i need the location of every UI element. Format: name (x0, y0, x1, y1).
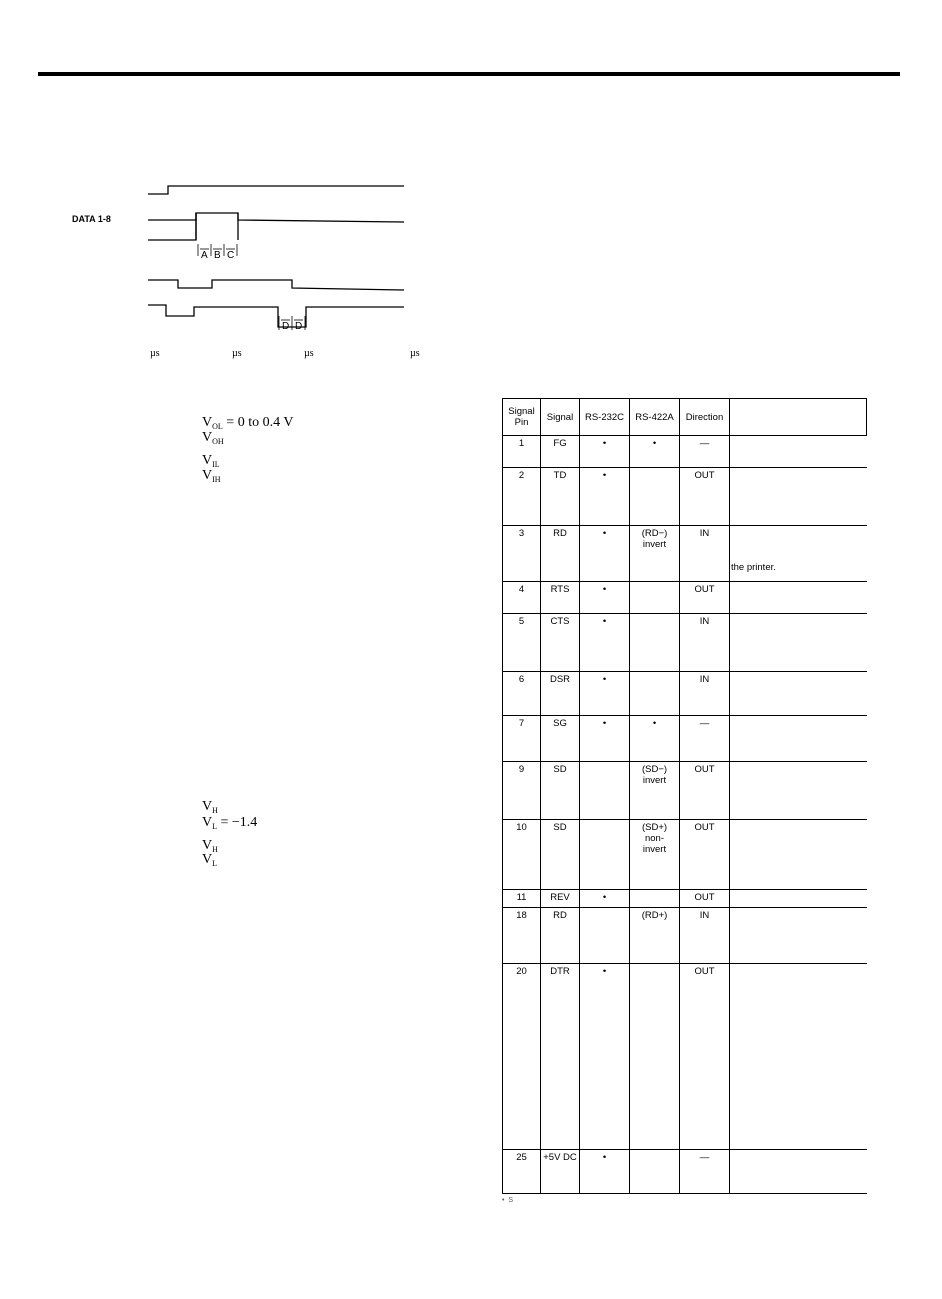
cell-rs232c: • (580, 436, 630, 468)
cell-signal: +5V DC (541, 1150, 580, 1194)
cell-rs232c: • (580, 582, 630, 614)
table-row (503, 614, 867, 672)
data-line-label: DATA 1-8 (72, 214, 111, 224)
table-row (503, 672, 867, 716)
cell-direction: OUT (680, 582, 730, 614)
header-description (730, 399, 867, 436)
waveform-5 (148, 305, 404, 327)
cell-pin: 5 (503, 614, 541, 672)
voltage-vil: $V_{IL}$ (202, 453, 220, 469)
time-unit-2: µs (232, 348, 242, 359)
table-row (503, 468, 867, 526)
cell-description (730, 468, 867, 526)
cell-rs232c (580, 820, 630, 890)
table-row (503, 908, 867, 964)
cell-direction: IN (680, 672, 730, 716)
cell-rs422a (630, 436, 680, 468)
cell-rs422a (630, 1150, 680, 1194)
cell-direction: OUT (680, 468, 730, 526)
rs422a-line: (SD−) (641, 764, 668, 775)
cell-rs422a (630, 526, 680, 582)
description-text: the printer. (731, 562, 776, 573)
voltage-vh-2: $V_H$ (202, 838, 218, 854)
cell-signal: SG (541, 716, 580, 762)
cell-direction: OUT (680, 964, 730, 1150)
cell-rs422a (630, 762, 680, 820)
cell-signal: SD (541, 762, 580, 820)
cell-rs232c (580, 908, 630, 964)
table-row (503, 1150, 867, 1194)
cell-pin: 2 (503, 468, 541, 526)
cell-direction: IN (680, 908, 730, 964)
cell-rs422a (630, 614, 680, 672)
rs422a-line: (RD−) (641, 528, 668, 539)
table-row (503, 820, 867, 890)
cell-signal: FG (541, 436, 580, 468)
cell-description (730, 908, 867, 964)
cell-direction: OUT (680, 820, 730, 890)
cell-direction: OUT (680, 890, 730, 908)
voltage-vl-2: $V_L$ (202, 852, 218, 868)
waveform-data-top (148, 213, 404, 222)
cell-rs422a (630, 716, 680, 762)
cell-pin: 7 (503, 716, 541, 762)
table-row (503, 436, 867, 468)
time-unit-4: µs (410, 348, 420, 359)
timing-waveforms (0, 170, 460, 370)
cell-pin: 20 (503, 964, 541, 1150)
cell-signal: CTS (541, 614, 580, 672)
rs422a-line: invert (642, 539, 667, 550)
cell-signal: DTR (541, 964, 580, 1150)
rs422a-line: non- (644, 833, 664, 844)
cell-rs232c: • (580, 716, 630, 762)
cell-rs232c: • (580, 614, 630, 672)
cell-signal: REV (541, 890, 580, 908)
top-rule (38, 72, 900, 76)
header-rs232c: RS-232C (580, 399, 630, 436)
table-row (503, 526, 867, 582)
tick-d2-label: D (295, 321, 303, 332)
table-row (503, 582, 867, 614)
cell-direction: — (680, 716, 730, 762)
cell-rs422a (630, 820, 680, 890)
rs422a-line: (RD+) (641, 910, 668, 921)
cell-pin: 11 (503, 890, 541, 908)
cell-rs422a (630, 672, 680, 716)
cell-signal: RD (541, 908, 580, 964)
table-row (503, 762, 867, 820)
tick-a-label: A (201, 250, 208, 261)
cell-description (730, 614, 867, 672)
cell-signal: SD (541, 820, 580, 890)
cell-pin: 9 (503, 762, 541, 820)
cell-rs232c (580, 762, 630, 820)
cell-rs422a (630, 964, 680, 1150)
cell-rs422a (630, 890, 680, 908)
cell-pin: 3 (503, 526, 541, 582)
cell-description (730, 716, 867, 762)
cell-pin: 25 (503, 1150, 541, 1194)
tick-d1-label: D (282, 321, 290, 332)
header-signal-pin: Signal Pin (503, 399, 541, 436)
cell-description (730, 672, 867, 716)
cell-direction: IN (680, 614, 730, 672)
table-header-row (503, 399, 867, 436)
header-direction: Direction (680, 399, 730, 436)
cell-description (730, 762, 867, 820)
time-unit-1: µs (150, 348, 160, 359)
cell-description (730, 964, 867, 1150)
cell-direction: — (680, 1150, 730, 1194)
rs422a-line: (SD+) (641, 822, 668, 833)
voltage-vh-1: $V_H$ (202, 799, 218, 815)
voltage-vih: $V_{IH}$ (202, 468, 221, 484)
table-row (503, 964, 867, 1150)
time-unit-3: µs (304, 348, 314, 359)
cell-direction: OUT (680, 762, 730, 820)
rs422a-line: • (652, 718, 657, 729)
cell-pin: 1 (503, 436, 541, 468)
cell-description (730, 436, 867, 468)
tick-c-label: C (227, 250, 235, 261)
pin-assignment-table (502, 398, 867, 1194)
cell-signal: RTS (541, 582, 580, 614)
cell-description (730, 1150, 867, 1194)
cell-rs232c: • (580, 672, 630, 716)
table-row (503, 716, 867, 762)
table-footnote: • S (502, 1197, 515, 1204)
cell-rs422a (630, 582, 680, 614)
voltage-vl-1: $V_L = -1.4$ (202, 815, 258, 831)
cell-signal: TD (541, 468, 580, 526)
table-body (503, 436, 867, 1194)
rs422a-line: • (652, 438, 657, 449)
cell-description (730, 582, 867, 614)
header-signal: Signal (541, 399, 580, 436)
cell-description (730, 820, 867, 890)
rs422a-line: invert (642, 844, 667, 855)
cell-direction: — (680, 436, 730, 468)
cell-direction: IN (680, 526, 730, 582)
cell-pin: 10 (503, 820, 541, 890)
cell-rs232c: • (580, 526, 630, 582)
cell-rs422a (630, 908, 680, 964)
waveform-4 (148, 280, 404, 290)
cell-pin: 6 (503, 672, 541, 716)
cell-rs422a (630, 468, 680, 526)
table-row (503, 890, 867, 908)
pin-assignment-table-container (502, 398, 868, 1194)
waveform-1 (148, 186, 404, 194)
voltage-vol: $V_{OL} = 0$ to 0.4 V (202, 415, 294, 431)
waveform-data-bottom (148, 213, 196, 240)
cell-rs232c: • (580, 1150, 630, 1194)
timing-diagram (0, 170, 460, 370)
cell-pin: 4 (503, 582, 541, 614)
cell-rs232c: • (580, 468, 630, 526)
cell-signal: DSR (541, 672, 580, 716)
header-rs422a: RS-422A (630, 399, 680, 436)
cell-rs232c: • (580, 964, 630, 1150)
cell-pin: 18 (503, 908, 541, 964)
voltage-voh: $V_{OH}$ (202, 430, 224, 446)
cell-description (730, 890, 867, 908)
rs422a-line: invert (642, 775, 667, 786)
tick-b-label: B (214, 250, 221, 261)
cell-rs232c: • (580, 890, 630, 908)
cell-description (730, 526, 867, 582)
cell-signal: RD (541, 526, 580, 582)
